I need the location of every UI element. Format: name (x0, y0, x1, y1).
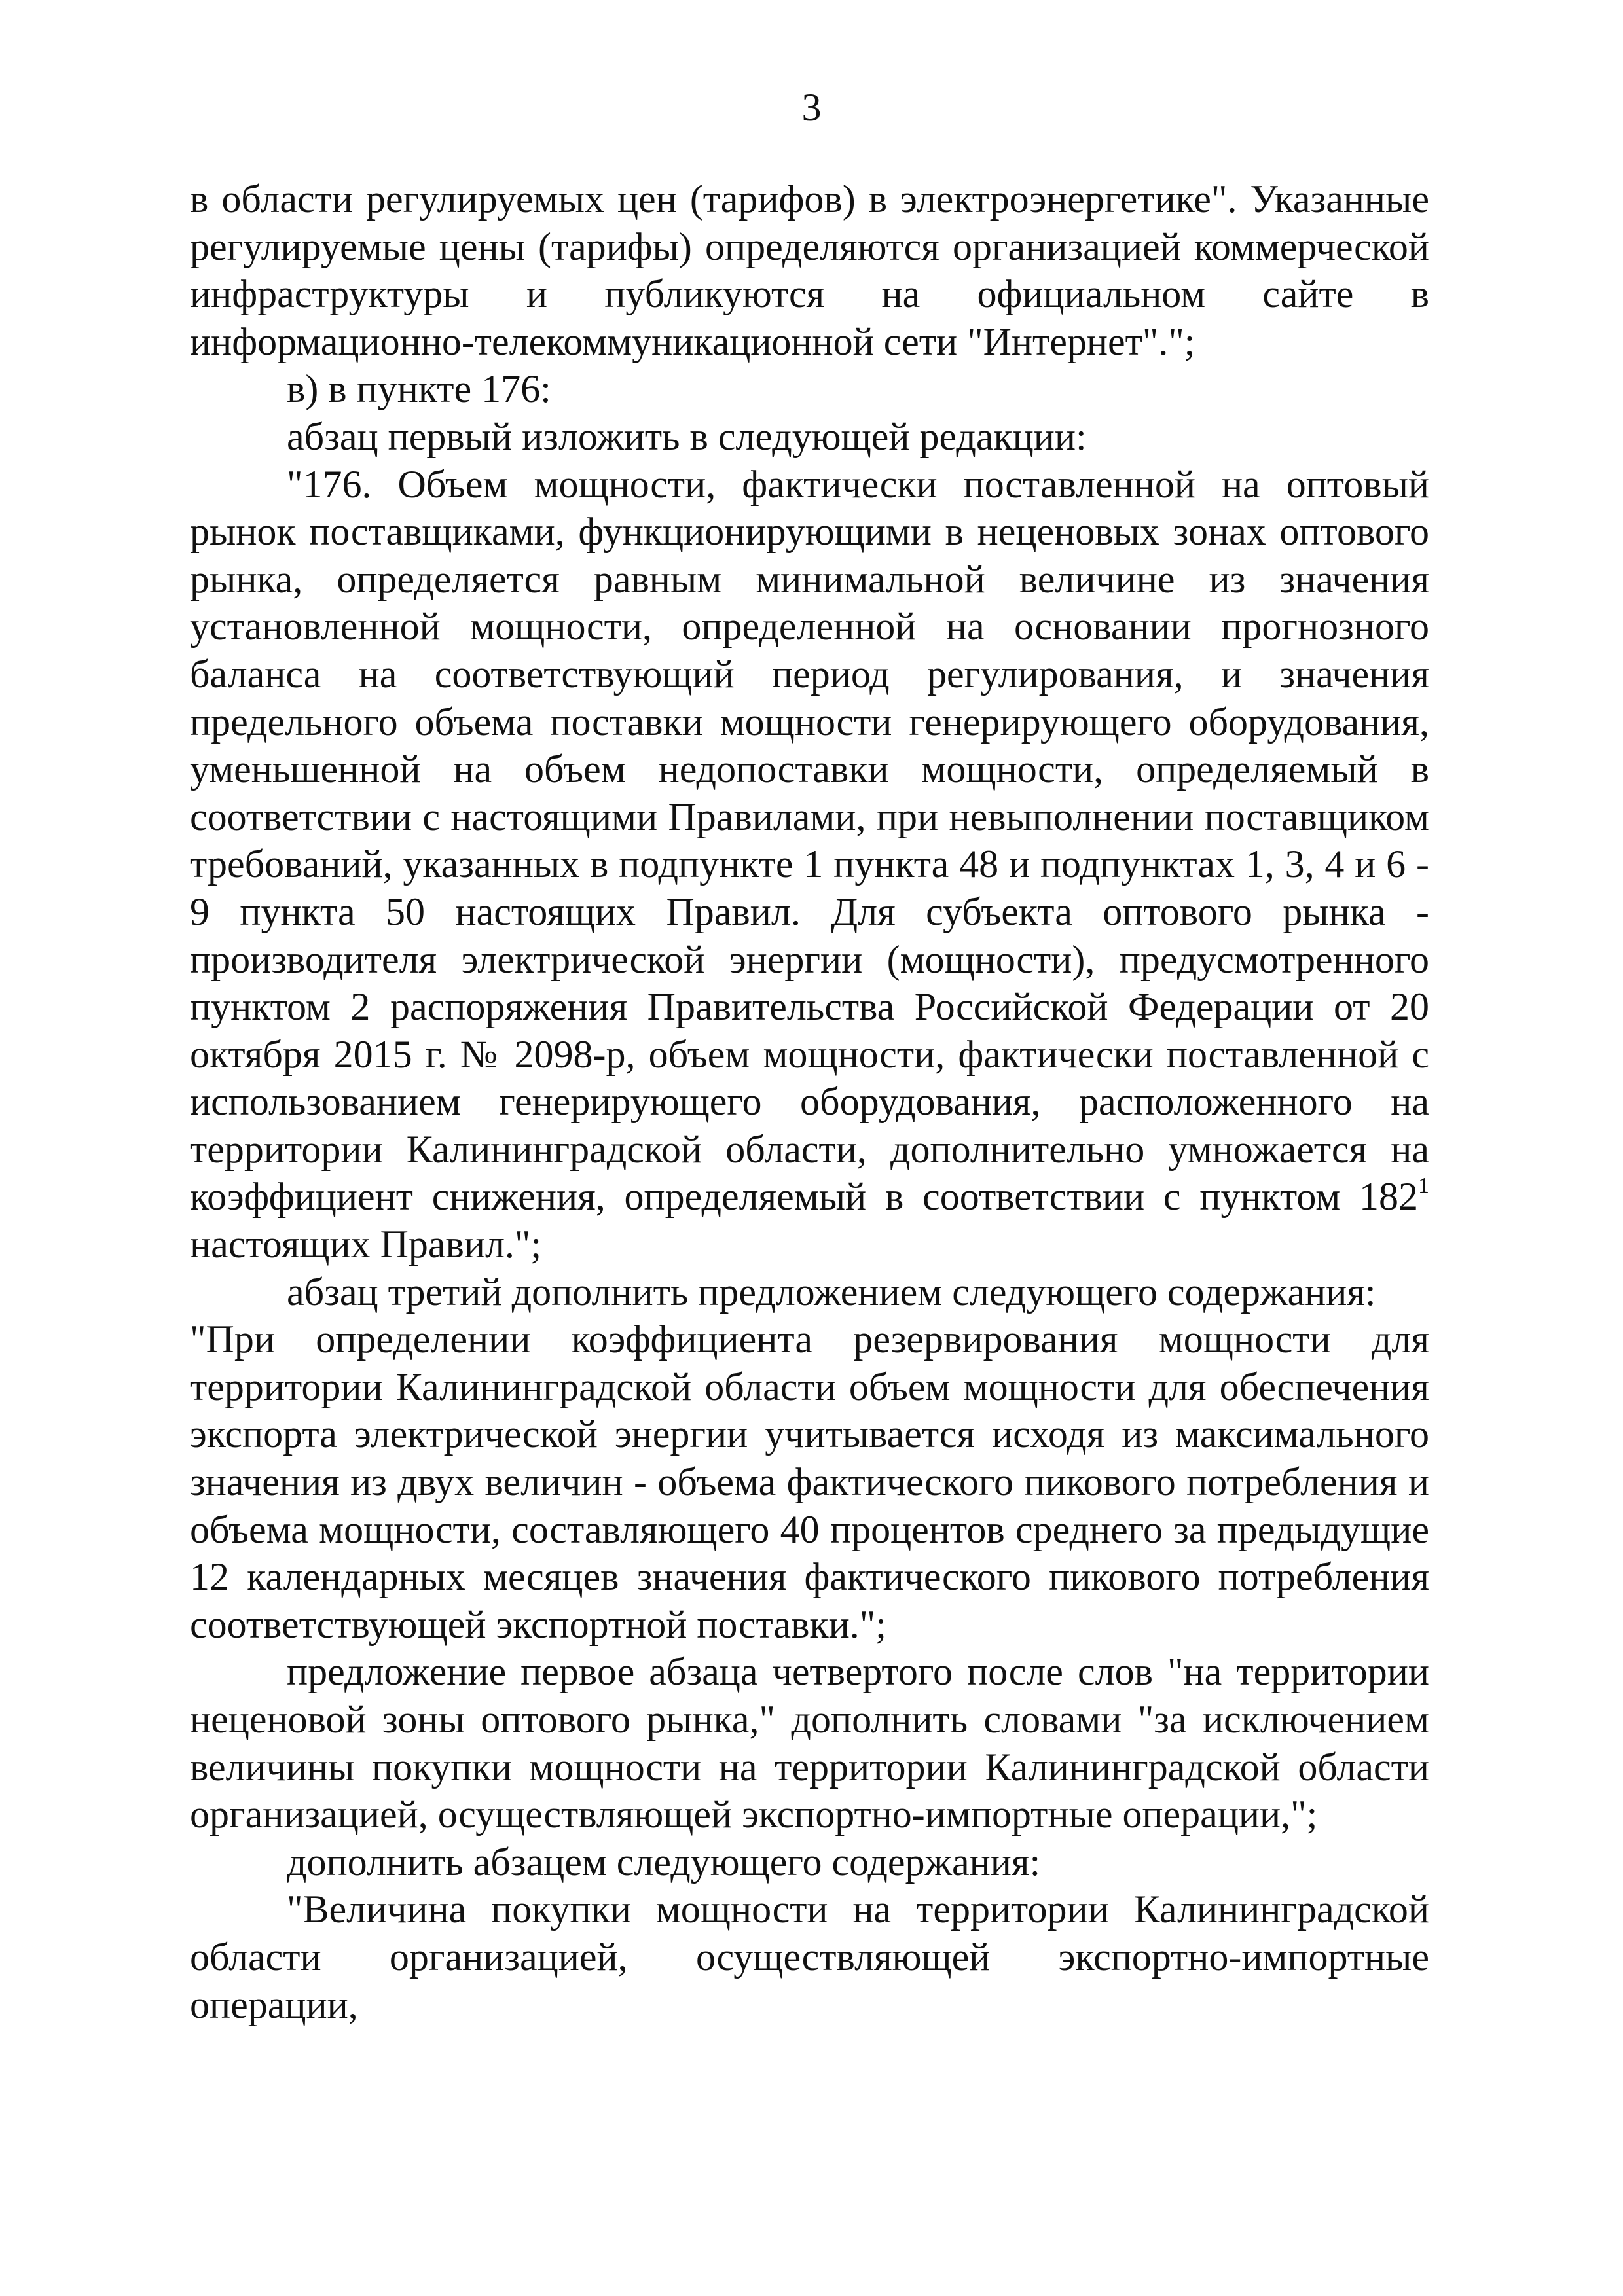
point-182-superscript: 1 (1418, 1174, 1429, 1198)
paragraph-item-v-point-176: в) в пункте 176: (287, 367, 551, 411)
paragraph-reservation-coefficient: "При определении коэффициента резервирования мощности для территории Калининградской области объем мощности для обеспечения экспорта электрической энергии учитывается исходя из максимального значения из двух величин - объема фактического пикового потребления и объема мощности, составляющего 40 процентов среднего за предыдущие 12 календарных месяцев значения фактического пикового потребления соответствующей экспортной поставки."; (190, 1318, 1429, 1646)
page-number: 3 (801, 86, 822, 129)
document-body (190, 175, 1429, 2028)
paragraph-third-abzats-instruction: абзац третий дополнить предложением следующего содержания: (287, 1270, 1376, 1314)
paragraph-tariffs-ending: в области регулируемых цен (тарифов) в электроэнергетике". Указанные регулируемые цены (тарифы) определяются организацией коммерческой инфраструктуры и публикуются на официальном сайте в информационно-телекоммуникационной сети "Интернет"."; (190, 177, 1429, 363)
paragraph-first-abzats-instruction: абзац первый изложить в следующей редакции: (287, 414, 1087, 458)
paragraph-point-176-text (190, 461, 1429, 1268)
paragraph-add-abzats-instruction: дополнить абзацем следующего содержания: (287, 1840, 1041, 1884)
point-176-text-before-superscript: "176. Объем мощности, фактически поставленной на оптовый рынок поставщиками, функционирующими в неценовых зонах оптового рынка, определяется равным минимальной величине из значения установленной мощности, определенной на основании прогнозного баланса на соответствующий период регулирования, и значения предельного объема поставки мощности генерирующего оборудования, уменьшенной на объем недопоставки мощности, определяемый в соответствии с настоящими Правилами, при невыполнении поставщиком требований, указанных в подпункте 1 пункта 48 и подпунктах 1, 3, 4 и 6 - 9 пункта 50 настоящих Правил. Для субъекта оптового рынка - производителя электрической энергии (мощности), предусмотренного пунктом 2 распоряжения Правительства Российской Федерации от 20 октября 2015 г. № 2098-р, объем мощности, фактически поставленной с использованием генерирующего оборудования, расположенного на территории Калининградской области, дополнительно умножается на коэффициент снижения, определяемый в соответствии с пунктом 182 (190, 462, 1429, 1219)
paragraph-fourth-abzats-amendment: предложение первое абзаца четвертого после слов "на территории неценовой зоны оптового рынка," дополнить словами "за исключением величины покупки мощности на территории Калининградской области организацией, осуществляющей экспортно-импортные операции,"; (190, 1650, 1429, 1837)
paragraph-purchase-volume: "Величина покупки мощности на территории Калининградской области организацией, осуществляющей экспортно-импортные операции, (190, 1888, 1429, 2026)
point-176-text-after-superscript: настоящих Правил."; (190, 1223, 542, 1266)
